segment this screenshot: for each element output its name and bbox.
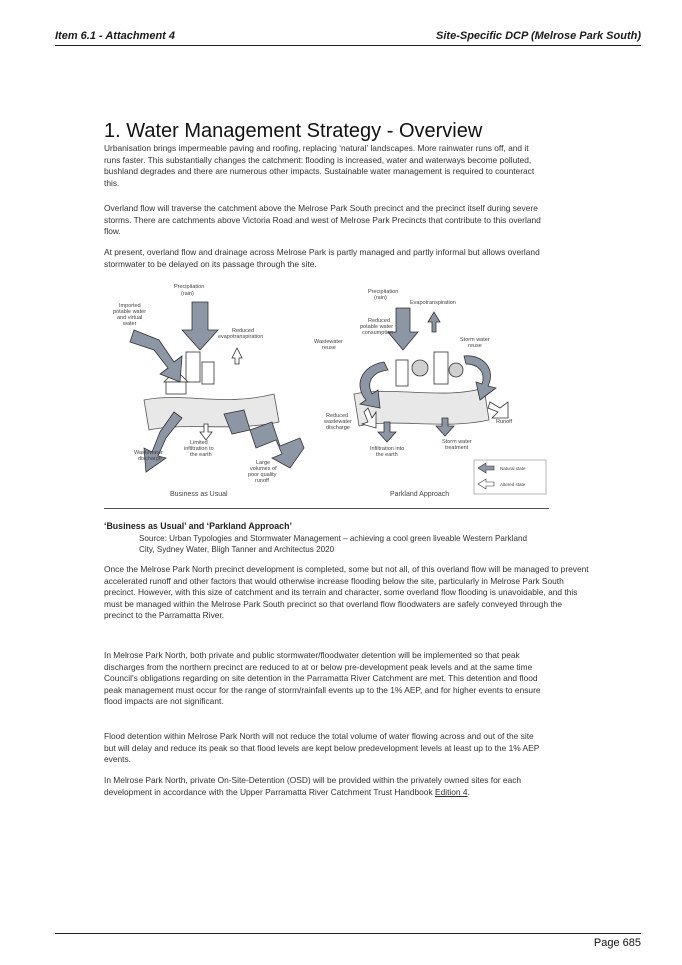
svg-text:water: water [123,321,137,327]
diagram-svg [104,282,549,507]
paragraph-present-drainage: At present, overland flow and drainage across Melrose Park is partly managed and partly informal but allows overland stormwater to be delayed on its passage through the site. [104,247,540,269]
header-document-title: Site-Specific DCP (Melrose Park South) [436,30,641,42]
svg-text:potable water: potable water [360,324,394,330]
business-as-usual-panel [113,284,304,498]
svg-text:poor quality: poor quality [248,472,277,478]
page-header [55,30,641,46]
svg-text:reuse: reuse [468,343,482,349]
svg-text:discharge: discharge [138,456,162,462]
svg-text:infiltration to: infiltration to [184,446,214,452]
svg-text:reuse: reuse [322,345,336,351]
page-title: 1. Water Management Strategy - Overview [104,120,483,142]
page-number: Page 685 [593,937,641,949]
figure-caption-source: Source: Urban Typologies and Stormwater Management – achieving a cool green liveable Western Parkland City, Sydney Water, Bligh Tanner and Architectus 2020 [139,534,527,554]
legend-altered-state: Altered state [500,482,526,487]
svg-text:Large: Large [256,460,271,466]
svg-text:Wastewater: Wastewater [134,450,163,456]
caption-parkland-approach: Parkland Approach [390,491,450,498]
svg-text:Reduced: Reduced [326,413,349,419]
paragraph-urbanisation: Urbanisation brings impermeable paving and roofing, replacing ‘natural’ landscapes. More rainwater runs off, and it runs faster. This substantially changes the catchment: flooding is increased, water and waterways become polluted, bushland degrades and there are numerous other impacts. Sustainable water management is required to counteract this. [104,143,535,188]
water-cycle-diagram [104,282,549,507]
paragraph-detention-implementation: In Melrose Park North, both private and public stormwater/floodwater detention will be implemented so that peak discharges from the northern precinct are reduced to at or below pre-development peak levels and at the same time Council’s obligations regarding on site detention in the Parramatta River Catchment are met. This detention and flood peak management must occur for the range of storm/rainfall events up to the 1% AEP, and for higher events to ensure flood impacts are not significant. [104,650,541,707]
figure-caption-title: ‘Business as Usual’ and ‘Parkland Approach’ [104,521,292,531]
label-precipitation: Precipitation [174,284,205,290]
paragraph-osd: In Melrose Park North, private On-Site-Detention (OSD) will be provided within the privately owned sites for each development in accordance with the Upper Parramatta River Catchment Trust Handbook Edition 4. [104,775,522,797]
svg-text:runoff: runoff [255,478,269,484]
parkland-approach-panel [314,289,546,498]
svg-text:Wastewater: Wastewater [314,339,343,345]
caption-business-as-usual: Business as Usual [170,491,228,498]
svg-text:volumes of: volumes of [250,466,277,472]
svg-text:Infiltration into: Infiltration into [370,446,405,452]
paragraph-overland-flow: Overland flow will traverse the catchment above the Melrose Park South precinct and the precinct itself during severe storms. There are catchments above Victoria Road and west of Melrose Park Precincts that contribute to this overland flow. [104,203,541,237]
svg-text:Limited: Limited [190,440,208,446]
edition-4-link[interactable]: Edition 4 [434,786,468,797]
svg-text:Storm water: Storm water [442,439,472,445]
diagram-divider [104,508,549,509]
svg-text:potable water: potable water [113,309,147,315]
svg-text:(rain): (rain) [181,291,194,297]
svg-text:Reduced: Reduced [368,318,391,324]
svg-text:Precipitation: Precipitation [368,289,399,295]
svg-text:Storm water: Storm water [460,337,490,343]
svg-text:Evapotranspiration: Evapotranspiration [410,300,456,306]
svg-text:the earth: the earth [190,452,212,458]
svg-text:the earth: the earth [376,452,398,458]
legend-natural-state: Natural state [500,466,526,471]
svg-text:(rain): (rain) [374,295,387,301]
svg-text:Runoff: Runoff [496,419,513,425]
paragraph-flood-detention: Flood detention within Melrose Park North will not reduce the total volume of water flowing across and out of the site but will delay and reduce its peak so that flood levels are kept below predevelopment levels at least up to the 1% AEP events. [104,731,540,765]
header-divider [55,45,641,46]
svg-text:consumption: consumption [362,330,394,336]
svg-text:discharge: discharge [326,425,350,431]
paragraph-melrose-park-north-completion: Once the Melrose Park North precinct development is completed, some but not all, of this overland flow will be managed to prevent accelerated runoff and other factors that would otherwise increase flooding below the site, particularly in Melrose Park South precinct. However, with this size of catchment and its terrain and character, some overland flow flooding is unavoidable, and this must be managed within the Melrose Park South precinct so that overland flow floodwaters are safely conveyed through the precinct to the Parramatta River. [104,564,589,621]
footer-divider [55,933,641,934]
svg-text:evapotranspiration: evapotranspiration [218,334,264,340]
svg-text:Imported: Imported [119,303,141,309]
svg-text:Reduced: Reduced [232,328,255,334]
svg-text:wastewater: wastewater [324,419,352,425]
diagram-legend [474,460,546,494]
svg-text:treatment: treatment [445,445,469,451]
header-item-label: Item 6.1 - Attachment 4 [55,30,176,42]
svg-text:and virtual: and virtual [117,315,143,321]
